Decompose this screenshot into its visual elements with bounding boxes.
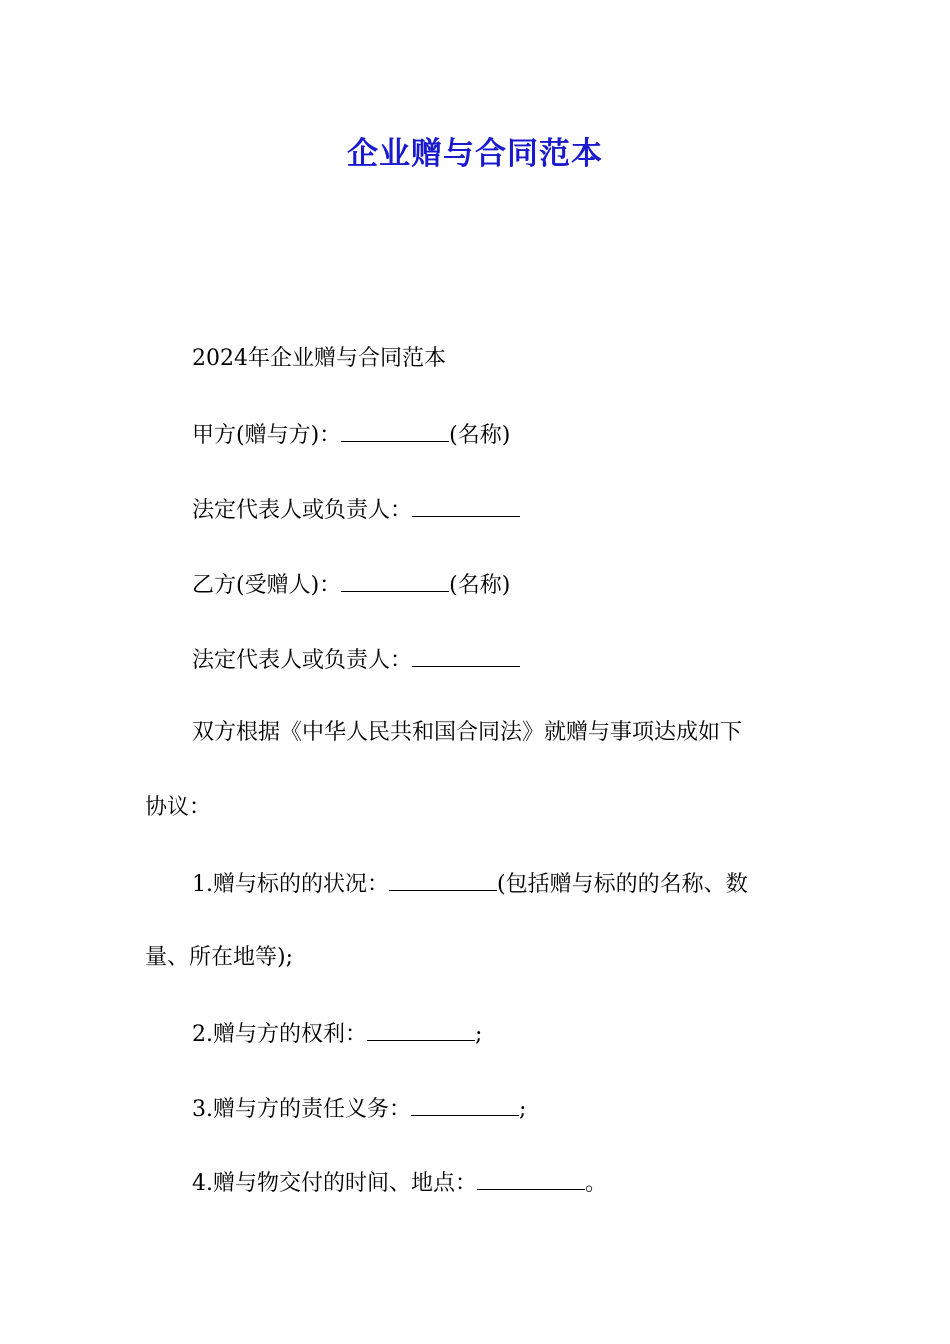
document-subtitle: 2024年企业赠与合同范本 xyxy=(192,346,446,371)
party-a-rep-blank xyxy=(412,494,520,517)
preamble-line-1: 双方根据《中华人民共和国合同法》就赠与事项达成如下 xyxy=(192,720,743,745)
clause-1-line xyxy=(192,868,748,900)
party-b-rep-label: 法定代表人或负责人： xyxy=(192,648,413,673)
document-title: 企业赠与合同范本 xyxy=(347,136,603,172)
clause-4-line xyxy=(192,1167,607,1199)
party-b-name-blank xyxy=(341,569,449,592)
party-b-suffix: (名称) xyxy=(449,573,511,598)
party-a-rep-label: 法定代表人或负责人： xyxy=(192,498,413,523)
clause-2-line xyxy=(192,1018,482,1050)
clause-1-continuation: 量、所在地等); xyxy=(145,945,293,970)
party-b-rep-line xyxy=(192,644,520,676)
clause-4-label: 4.赠与物交付的时间、地点： xyxy=(192,1171,477,1196)
party-a-line xyxy=(192,419,510,451)
clause-1-blank xyxy=(389,868,497,891)
party-b-line xyxy=(192,569,510,601)
clause-4-suffix: 。 xyxy=(585,1171,608,1196)
party-b-rep-blank xyxy=(412,644,520,667)
clause-3-suffix: ; xyxy=(519,1097,527,1122)
clause-3-line xyxy=(192,1093,526,1125)
clause-2-label: 2.赠与方的权利： xyxy=(192,1022,367,1047)
preamble-line-2: 协议： xyxy=(145,795,212,820)
clause-4-blank xyxy=(477,1167,585,1190)
clause-2-blank xyxy=(367,1018,475,1041)
party-a-rep-line xyxy=(192,494,520,526)
party-a-name-blank xyxy=(341,419,449,442)
clause-3-blank xyxy=(411,1093,519,1116)
clause-1-label: 1.赠与标的的状况： xyxy=(192,872,389,897)
clause-1-suffix: (包括赠与标的的名称、数 xyxy=(497,872,748,897)
party-a-label: 甲方(赠与方)： xyxy=(192,423,342,448)
clause-2-suffix: ; xyxy=(475,1022,483,1047)
party-a-suffix: (名称) xyxy=(449,423,511,448)
party-b-label: 乙方(受赠人)： xyxy=(192,573,342,598)
clause-3-label: 3.赠与方的责任义务： xyxy=(192,1097,411,1122)
